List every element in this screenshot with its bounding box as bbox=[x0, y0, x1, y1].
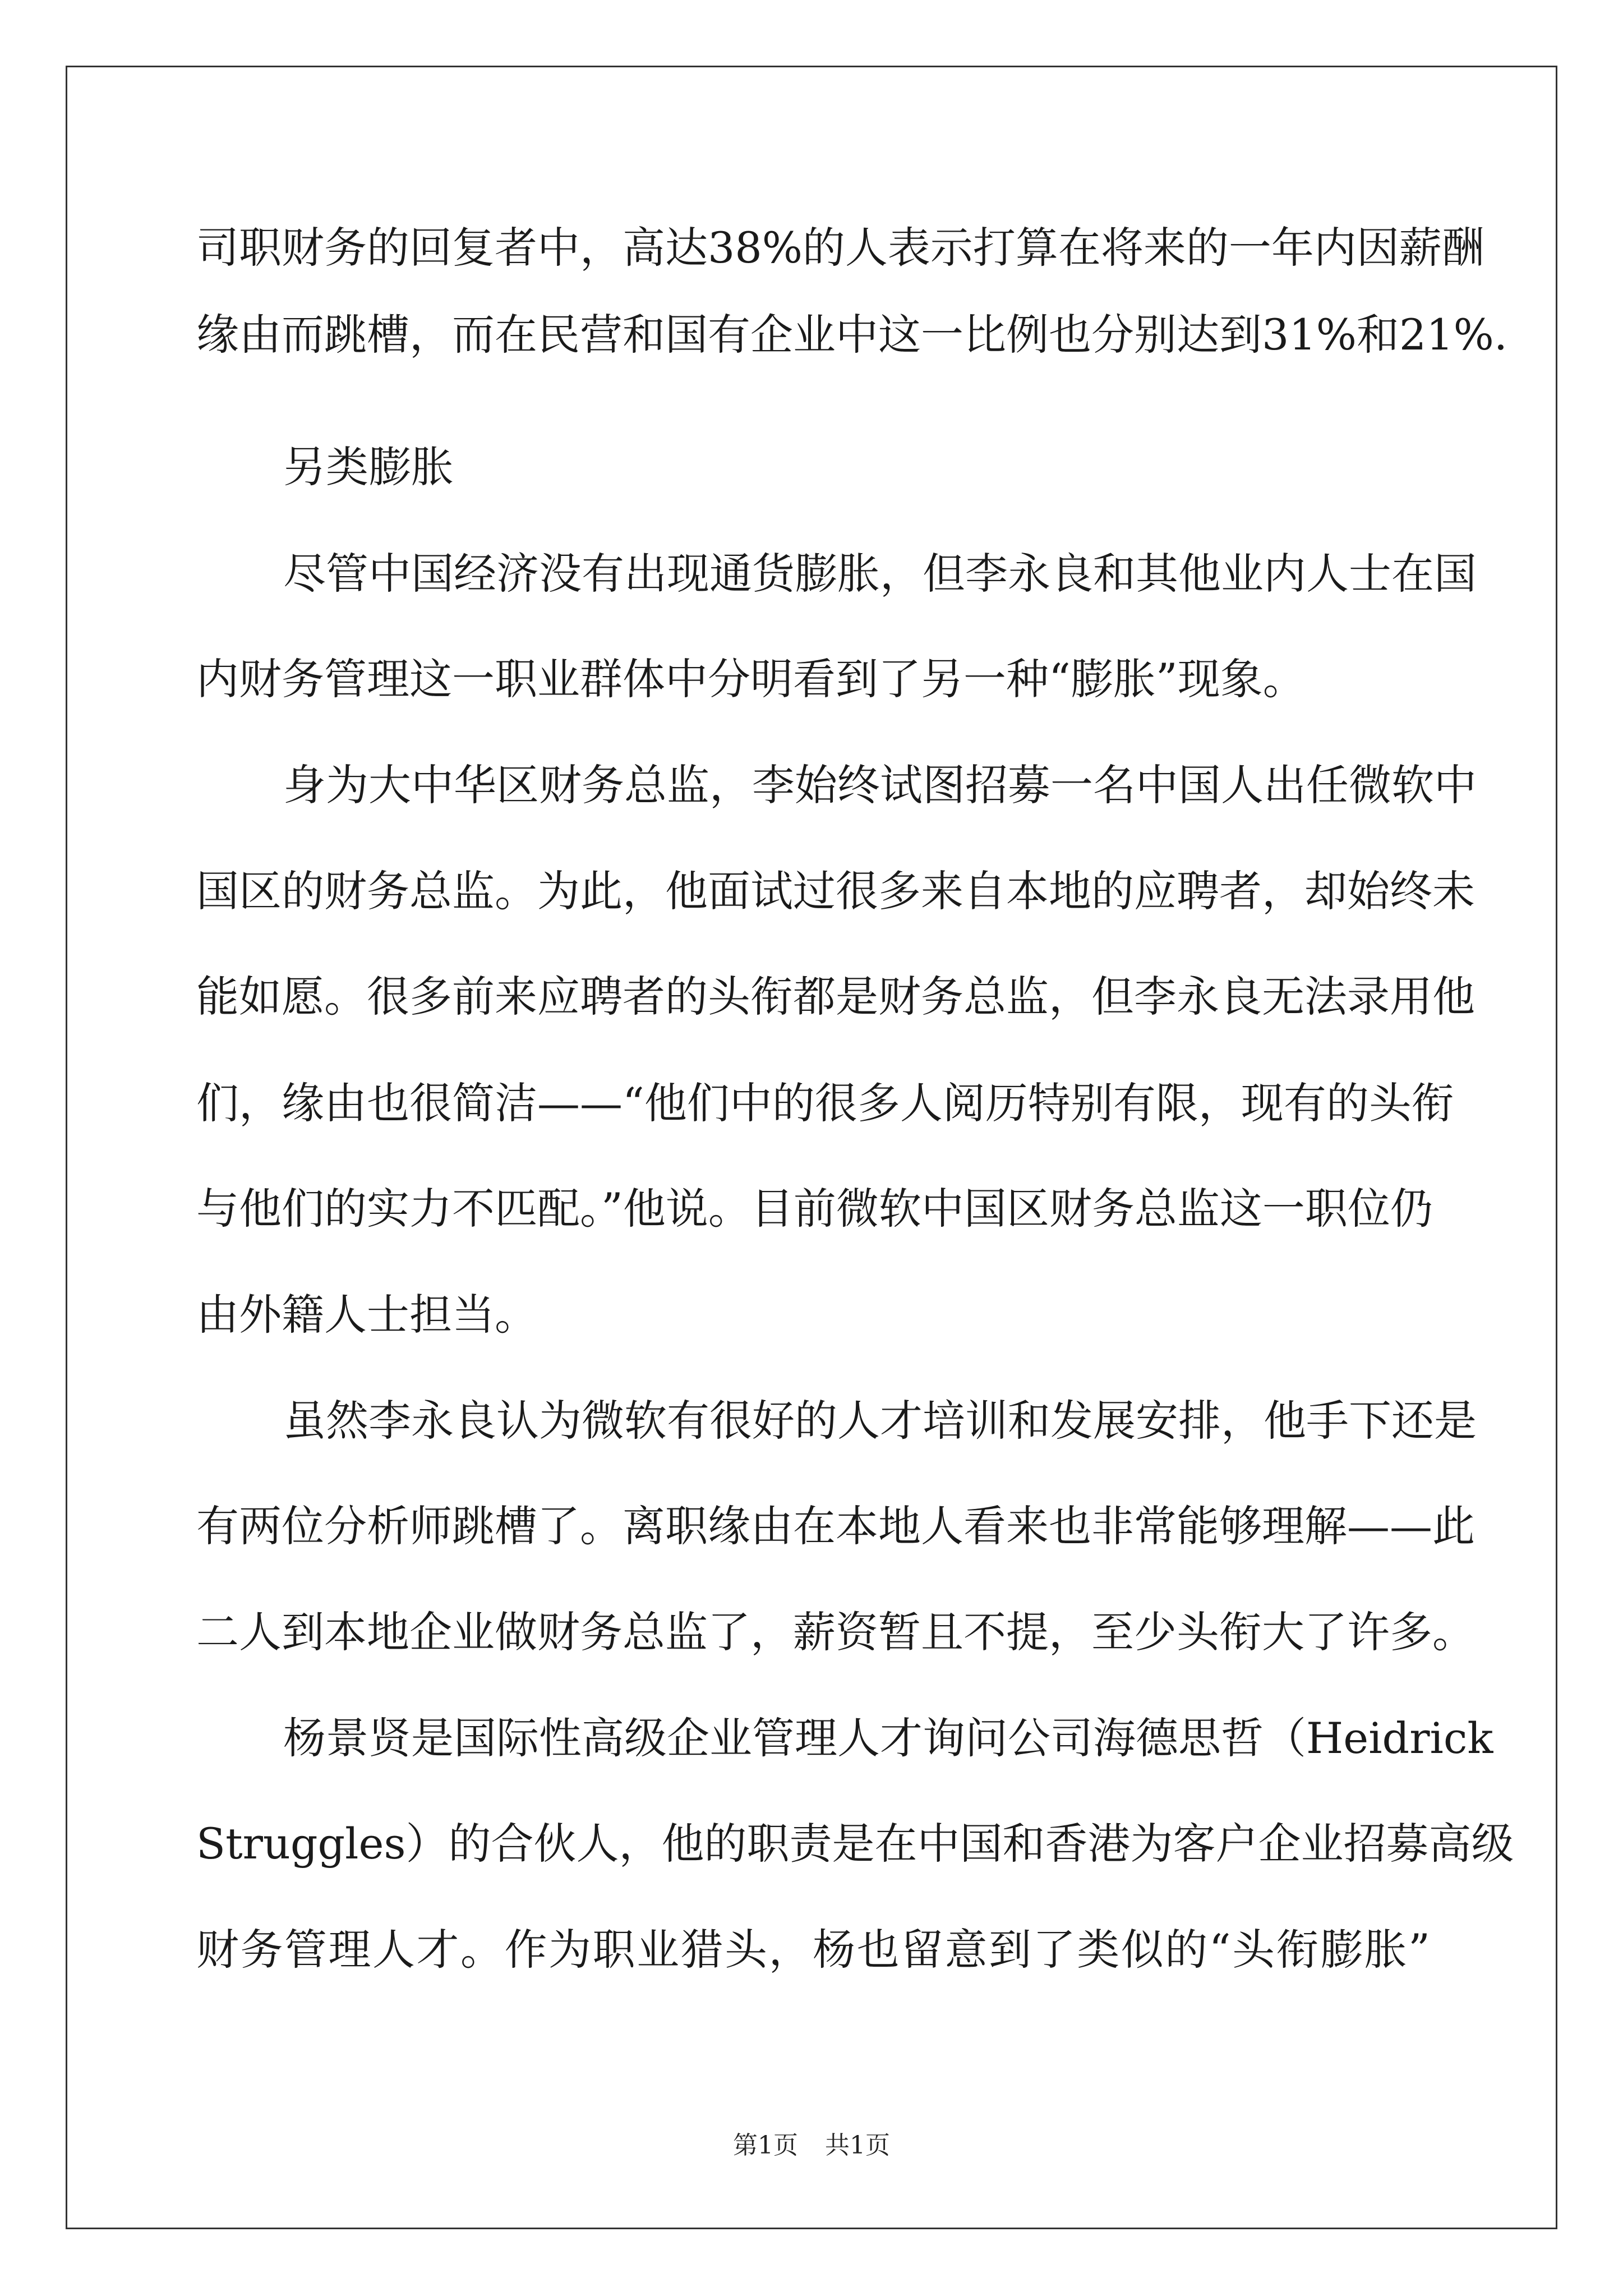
body-line-12: 虽然李永良认为微软有很好的人才培训和发展安排，他手下还是 bbox=[283, 1396, 1477, 1446]
body-line-16: Struggles）的合伙人，他的职责是在中国和香港为客户企业招募高级 bbox=[196, 1819, 1514, 1869]
body-line-5: 内财务管理这一职业群体中分明看到了另一种“膨胀”现象。 bbox=[196, 654, 1306, 704]
body-line-14: 二人到本地企业做财务总监了，薪资暂且不提，至少头衔大了许多。 bbox=[196, 1607, 1475, 1657]
body-line-9: 们，缘由也很简洁——“他们中的很多人阅历特别有限，现有的头衔 bbox=[196, 1078, 1454, 1128]
body-line-7: 国区的财务总监。为此，他面试过很多来自本地的应聘者，却始终未 bbox=[196, 866, 1475, 916]
page-number: 第1页 bbox=[733, 2131, 798, 2160]
body-line-1: 司职财务的回复者中，高达38%的人表示打算在将来的一年内因薪酬 bbox=[196, 223, 1484, 273]
body-line-17: 财务管理人才。作为职业猎头，杨也留意到了类似的“头衔膨胀” bbox=[196, 1925, 1430, 1975]
body-line-8: 能如愿。很多前来应聘者的头衔都是财务总监，但李永良无法录用他 bbox=[196, 972, 1475, 1022]
page-total: 共1页 bbox=[825, 2131, 890, 2160]
body-line-2: 缘由而跳槽，而在民营和国有企业中这一比例也分别达到31%和21%. bbox=[196, 310, 1508, 360]
body-line-4: 尽管中国经济没有出现通货膨胀，但李永良和其他业内人士在国 bbox=[283, 549, 1477, 599]
page-footer bbox=[0, 2129, 1623, 2162]
body-line-15: 杨景贤是国际性高级企业管理人才询问公司海德思哲（Heidrick bbox=[283, 1713, 1493, 1763]
page-border bbox=[66, 66, 1557, 2229]
body-line-10: 与他们的实力不匹配。”他说。目前微软中国区财务总监这一职位仍 bbox=[196, 1184, 1433, 1234]
section-heading: 另类膨胀 bbox=[283, 442, 454, 492]
body-line-6: 身为大中华区财务总监，李始终试图招募一名中国人出任微软中 bbox=[283, 760, 1477, 810]
body-line-11: 由外籍人士担当。 bbox=[196, 1290, 537, 1340]
body-line-13: 有两位分析师跳槽了。离职缘由在本地人看来也非常能够理解——此 bbox=[196, 1501, 1475, 1551]
